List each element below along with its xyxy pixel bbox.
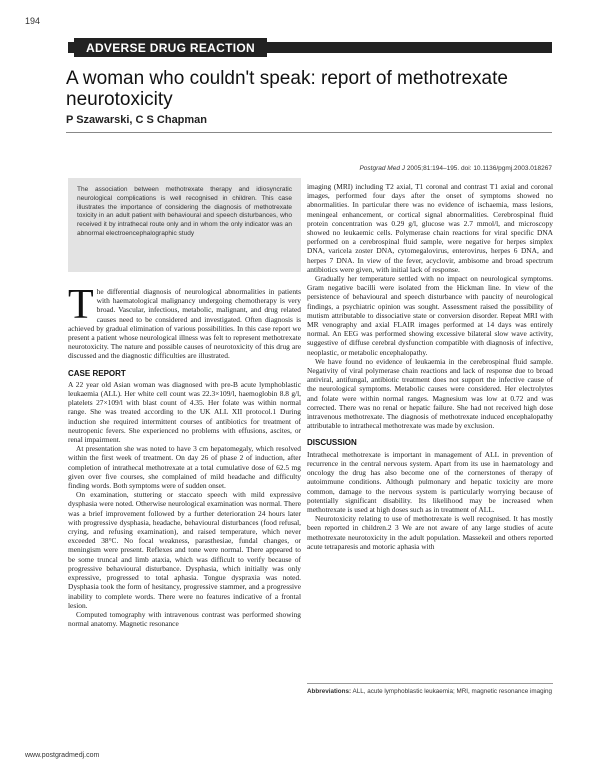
case-paragraph: Computed tomography with intravenous contrast was performed showing normal anatomy. Magnetic resonance xyxy=(68,609,301,629)
right-column xyxy=(307,182,553,551)
discussion-paragraph: Intrathecal methotrexate is important in management of ALL in prevention of recurrence in the central nervous system. Apart from its use in haematology and oncology the drug has also become one of the cornerstones of therapy of autoimmune conditions. Although pulmonary and hepatic toxicity are more common, damage to the nervous system is particularly worrying because of potentially significant disability. Its likelihood may be increased when methotrexate is used at high doses such as in treatment of ALL. xyxy=(307,449,553,514)
abbreviations-label: Abbreviations: xyxy=(307,688,352,695)
discussion-heading: DISCUSSION xyxy=(307,438,357,448)
abbreviations-rule xyxy=(307,683,553,684)
abbreviations-note xyxy=(307,688,553,696)
article-title: A woman who couldn't speak: report of methotrexate neurotoxicity xyxy=(66,68,508,110)
body-paragraph: Gradually her temperature settled with no impact on neurological symptoms. Gram negative bacilli were isolated from the Hickman line. In view of the persistence of behavioural and speech disturbance with paucity of neurological findings, a psychiatric opinion was sought. Assessment raised the possibility of mutism attributable to dissociative state or conversion disorder. Repeat MRI with MR venography and axial FLAIR images performed at 14 days was entirely normal. An EEG was performed showing excessive bilateral slow wave activity, suggestive of diffuse cerebral dysfunction compatible with diagnosis of infective, neoplastic, or metabolic encephalopathy. xyxy=(307,274,553,357)
header-rule xyxy=(66,132,552,133)
citation-journal: Postgrad Med J xyxy=(359,165,405,172)
body-paragraph: imaging (MRI) including T2 axial, T1 coronal and contrast T1 axial and coronal images, performed four days after the onset of symptoms showed no abnormalities. In particular there was no evidence of ischaemia, mass lesions, meningeal enhancement, or cortical signal abnormalities. Cerebrospinal fluid protein concentration was 0.29 g/l, glucose was 2.7 mmol/l, and microscopy showed no leukaemic cells. Polymerase chain reactions for viral specific DNA performed on a cerebrospinal fluid sample, were negative for herpes simplex DNA, varicela zoster DNA, cytomegalovirus, enterovirus, herpes 6 DNA, and herpes 7 DNA. In view of the fever, acyclovir, ambisome and broad spectrum antibiotics were given, with initial lack of response. xyxy=(307,182,553,274)
left-column xyxy=(68,282,301,629)
intro-paragraph xyxy=(68,282,301,361)
footer-url[interactable]: www.postgradmedj.com xyxy=(25,752,100,759)
article-authors: P Szawarski, C S Chapman xyxy=(66,114,208,126)
citation-details: 2005;81:194–195. doi: 10.1136/pgmj.2003.018267 xyxy=(406,165,552,172)
case-paragraph: A 22 year old Asian woman was diagnosed with pre-B acute lymphoblastic leukaemia (ALL). Her white cell count was 22.3×109/l, haemoglobin 8.8 g/l, platelets 27×109/l with blast count of 4.35. Her folate was within normal range. She was treated according to the UK ALL XII protocol.1 During induction she required intermittent courses of antibiotics for treatment of neutropenic fevers. She experienced no problems with effusions, ascites, or renal impairment. xyxy=(68,379,301,445)
case-report-heading: CASE REPORT xyxy=(68,368,126,378)
discussion-paragraph: Neurotoxicity relating to use of methotrexate is well recognised. It has mostly been reported in children.2 3 We are not aware of any large studies of acute methotrexate neurotoxicity in the adult population. Massekeil and others reported acute tetraparesis and motoric aphasia with xyxy=(307,514,553,551)
abstract-box: The association between methotrexate therapy and idiosyncratic neurological complications is well recognised in children. This case illustrates the importance of considering the diagnosis of methotrexate toxicity in an adult patient with behavioural and speech disturbances, who received it by intrathecal route only and in whom the only indicator was an abnormal electroencephalographic study xyxy=(68,178,301,272)
citation-line xyxy=(359,165,552,172)
abbreviations-text: ALL, acute lymphoblastic leukaemia; MRI, magnetic resonance imaging xyxy=(352,688,553,695)
body-paragraph: We have found no evidence of leukaemia in the cerebrospinal fluid sample. Negativity of viral polymerase chain reactions and lack of response due to broad antiviral, antifungal, antibiotic treatment does not support the infective cause of the neurological symptoms. Metabolic causes were considered. Her electrolytes and folate were within normal ranges. Magnesium was low at 0.72 and was corrected. There was no renal or hepatic failure. She had not received high dose intravenous methotrexate. The diagnosis of methotrexate induced encephalopathy attributable to intrathecal methotrexate was made by exclusion. xyxy=(307,356,553,431)
drop-cap: T xyxy=(68,282,94,328)
page-number: 194 xyxy=(25,16,41,26)
intro-text: he differential diagnosis of neurological abnormalities in patients with haematological malignancy undergoing chemotherapy is very broad. Vascular, infectious, metabolic, malignant, and drug related causes need to be considered and investigated. Often diagnosis is achieved by gradual elimination of various possibilities. In this case report we present a patient whose neurological illness was felt to represent methotrexate neurotoxicity. The nature and possible causes of neurotoxicity of this drug are discussed and the diagnostic difficulties are illustrated. xyxy=(68,287,301,361)
case-paragraph: At presentation she was noted to have 3 cm hepatomegaly, which resolved within the first week of treatment. On day 26 of phase 2 of induction, after completion of intrathecal methotrexate at a total cumulative dose of 62.5 mg given over five courses, she complained of mild headache and difficulty finding words. Both symptoms were of sudden onset. xyxy=(68,444,301,491)
section-label: ADVERSE DRUG REACTION xyxy=(74,38,267,57)
case-paragraph: On examination, stuttering or staccato speech with mild expressive dysphasia were noted. Otherwise neurological examination was normal. There was a brief improvement followed by a further deterioration 24 hours later with progressive dysphasia, headache, behavioural disturbances (food refusal, crying, and refusing examination), and raised temperature, which never exceeded 38°C. No focal weakness, parasthesiae, fundal changes, or meningism were present. Reflexes and tone were normal. There appeared to be some truncal and limb ataxia, which was difficult to verify because of progressive behavioural disturbance. Dysphasia, which initially was only expressive, progressed to total aphasia. Tongue dyspraxia was noted. Dysphasia took the form of hesitancy, progressive stammer, and a progressive inability to complete words. There were no features indicative of a frontal lesion. xyxy=(68,490,301,610)
